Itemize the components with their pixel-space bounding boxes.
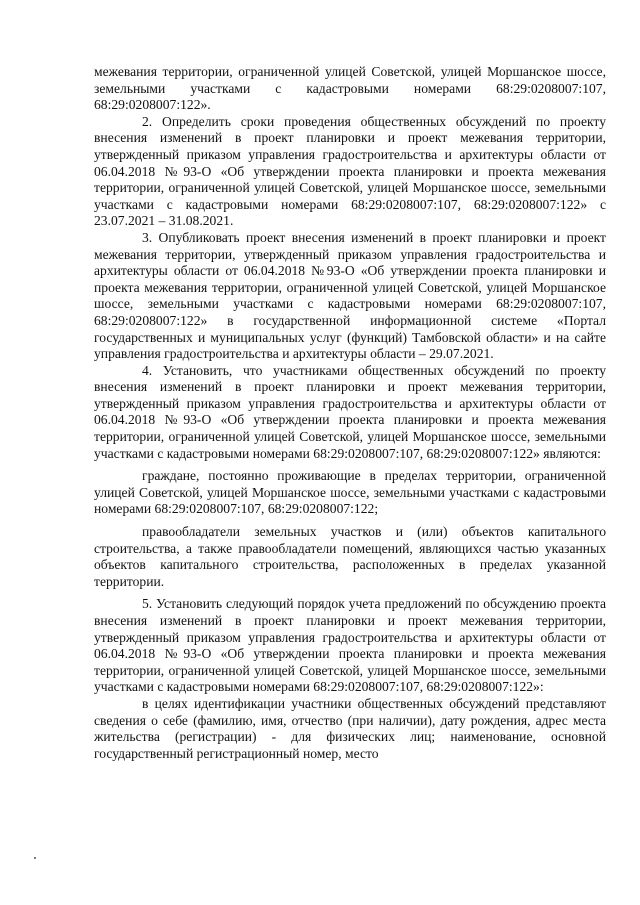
document-page xyxy=(94,64,606,762)
paragraph-item-3: 3. Опубликовать проект внесения изменений в проект планировки и проект межевания территории, утвержденный приказом управления градостроительства и архитектуры области от 06.04.2018 №93-О «Об утверждении проекта планировки и проекта межевания территории, ограниченной улицей Советской, улицей Моршанское шоссе, земельными участками с кадастровыми номерами 68:29:0208007:107, 68:29:0208007:122» в государственной информационной системе «Портал государственных и муниципальных услуг (функций) Тамбовской области» и на сайте управления градостроительства и архитектуры области – 29.07.2021. xyxy=(94,229,606,362)
scan-speck xyxy=(34,857,36,859)
paragraph-identification: в целях идентификации участники общественных обсуждений представляют сведения о себе (фамилию, имя, отчество (при наличии), дату рождения, адрес места жительства (регистрации) - для физических лиц; наименование, основной государственный регистрационный номер, место xyxy=(94,695,606,761)
paragraph-citizens: граждане, постоянно проживающие в пределах территории, ограниченной улицей Советской, улицей Моршанское шоссе, земельными участками с кадастровыми номерами 68:29:0208007:107, 68:29:0208007:122; xyxy=(94,468,606,517)
paragraph-rightholders: правообладатели земельных участков и (или) объектов капитального строительства, а также правообладатели помещений, являющихся частью указанных объектов капитального строительства, расположенных в пределах указанной территории. xyxy=(94,524,606,589)
paragraph-item-5: 5. Установить следующий порядок учета предложений по обсуждению проекта внесения изменений в проект планировки и проект межевания территории, утвержденный приказом управления градостроительства и архитектуры области от 06.04.2018 №93-О «Об утверждении проекта планировки и проекта межевания территории, ограниченной улицей Советской, улицей Моршанское шоссе, земельными участками с кадастровыми номерами 68:29:0208007:107, 68:29:0208007:122»: xyxy=(94,596,606,695)
paragraph-item-4: 4. Установить, что участниками общественных обсуждений по проекту внесения изменений в проект планировки и проект межевания территории, утвержденный приказом управления градостроительства и архитектуры области от 06.04.2018 №93-О «Об утверждении проекта планировки и проекта межевания территории, ограниченной улицей Советской, улицей Моршанское шоссе, земельными участками с кадастровыми номерами 68:29:0208007:107, 68:29:0208007:122» являются: xyxy=(94,362,606,461)
paragraph-item-2: 2. Определить сроки проведения общественных обсуждений по проекту внесения изменений в проект планировки и проект межевания территории, утвержденный приказом управления градостроительства и архитектуры области от 06.04.2018 №93-О «Об утверждении проекта планировки и проекта межевания территории, ограниченной улицей Советской, улицей Моршанское шоссе, земельными участками с кадастровыми номерами 68:29:0208007:107, 68:29:0208007:122» с 23.07.2021 – 31.08.2021. xyxy=(94,113,606,229)
paragraph-continuation: межевания территории, ограниченной улицей Советской, улицей Моршанское шоссе, земельными участками с кадастровыми номерами 68:29:0208007:107, 68:29:0208007:122». xyxy=(94,64,606,113)
